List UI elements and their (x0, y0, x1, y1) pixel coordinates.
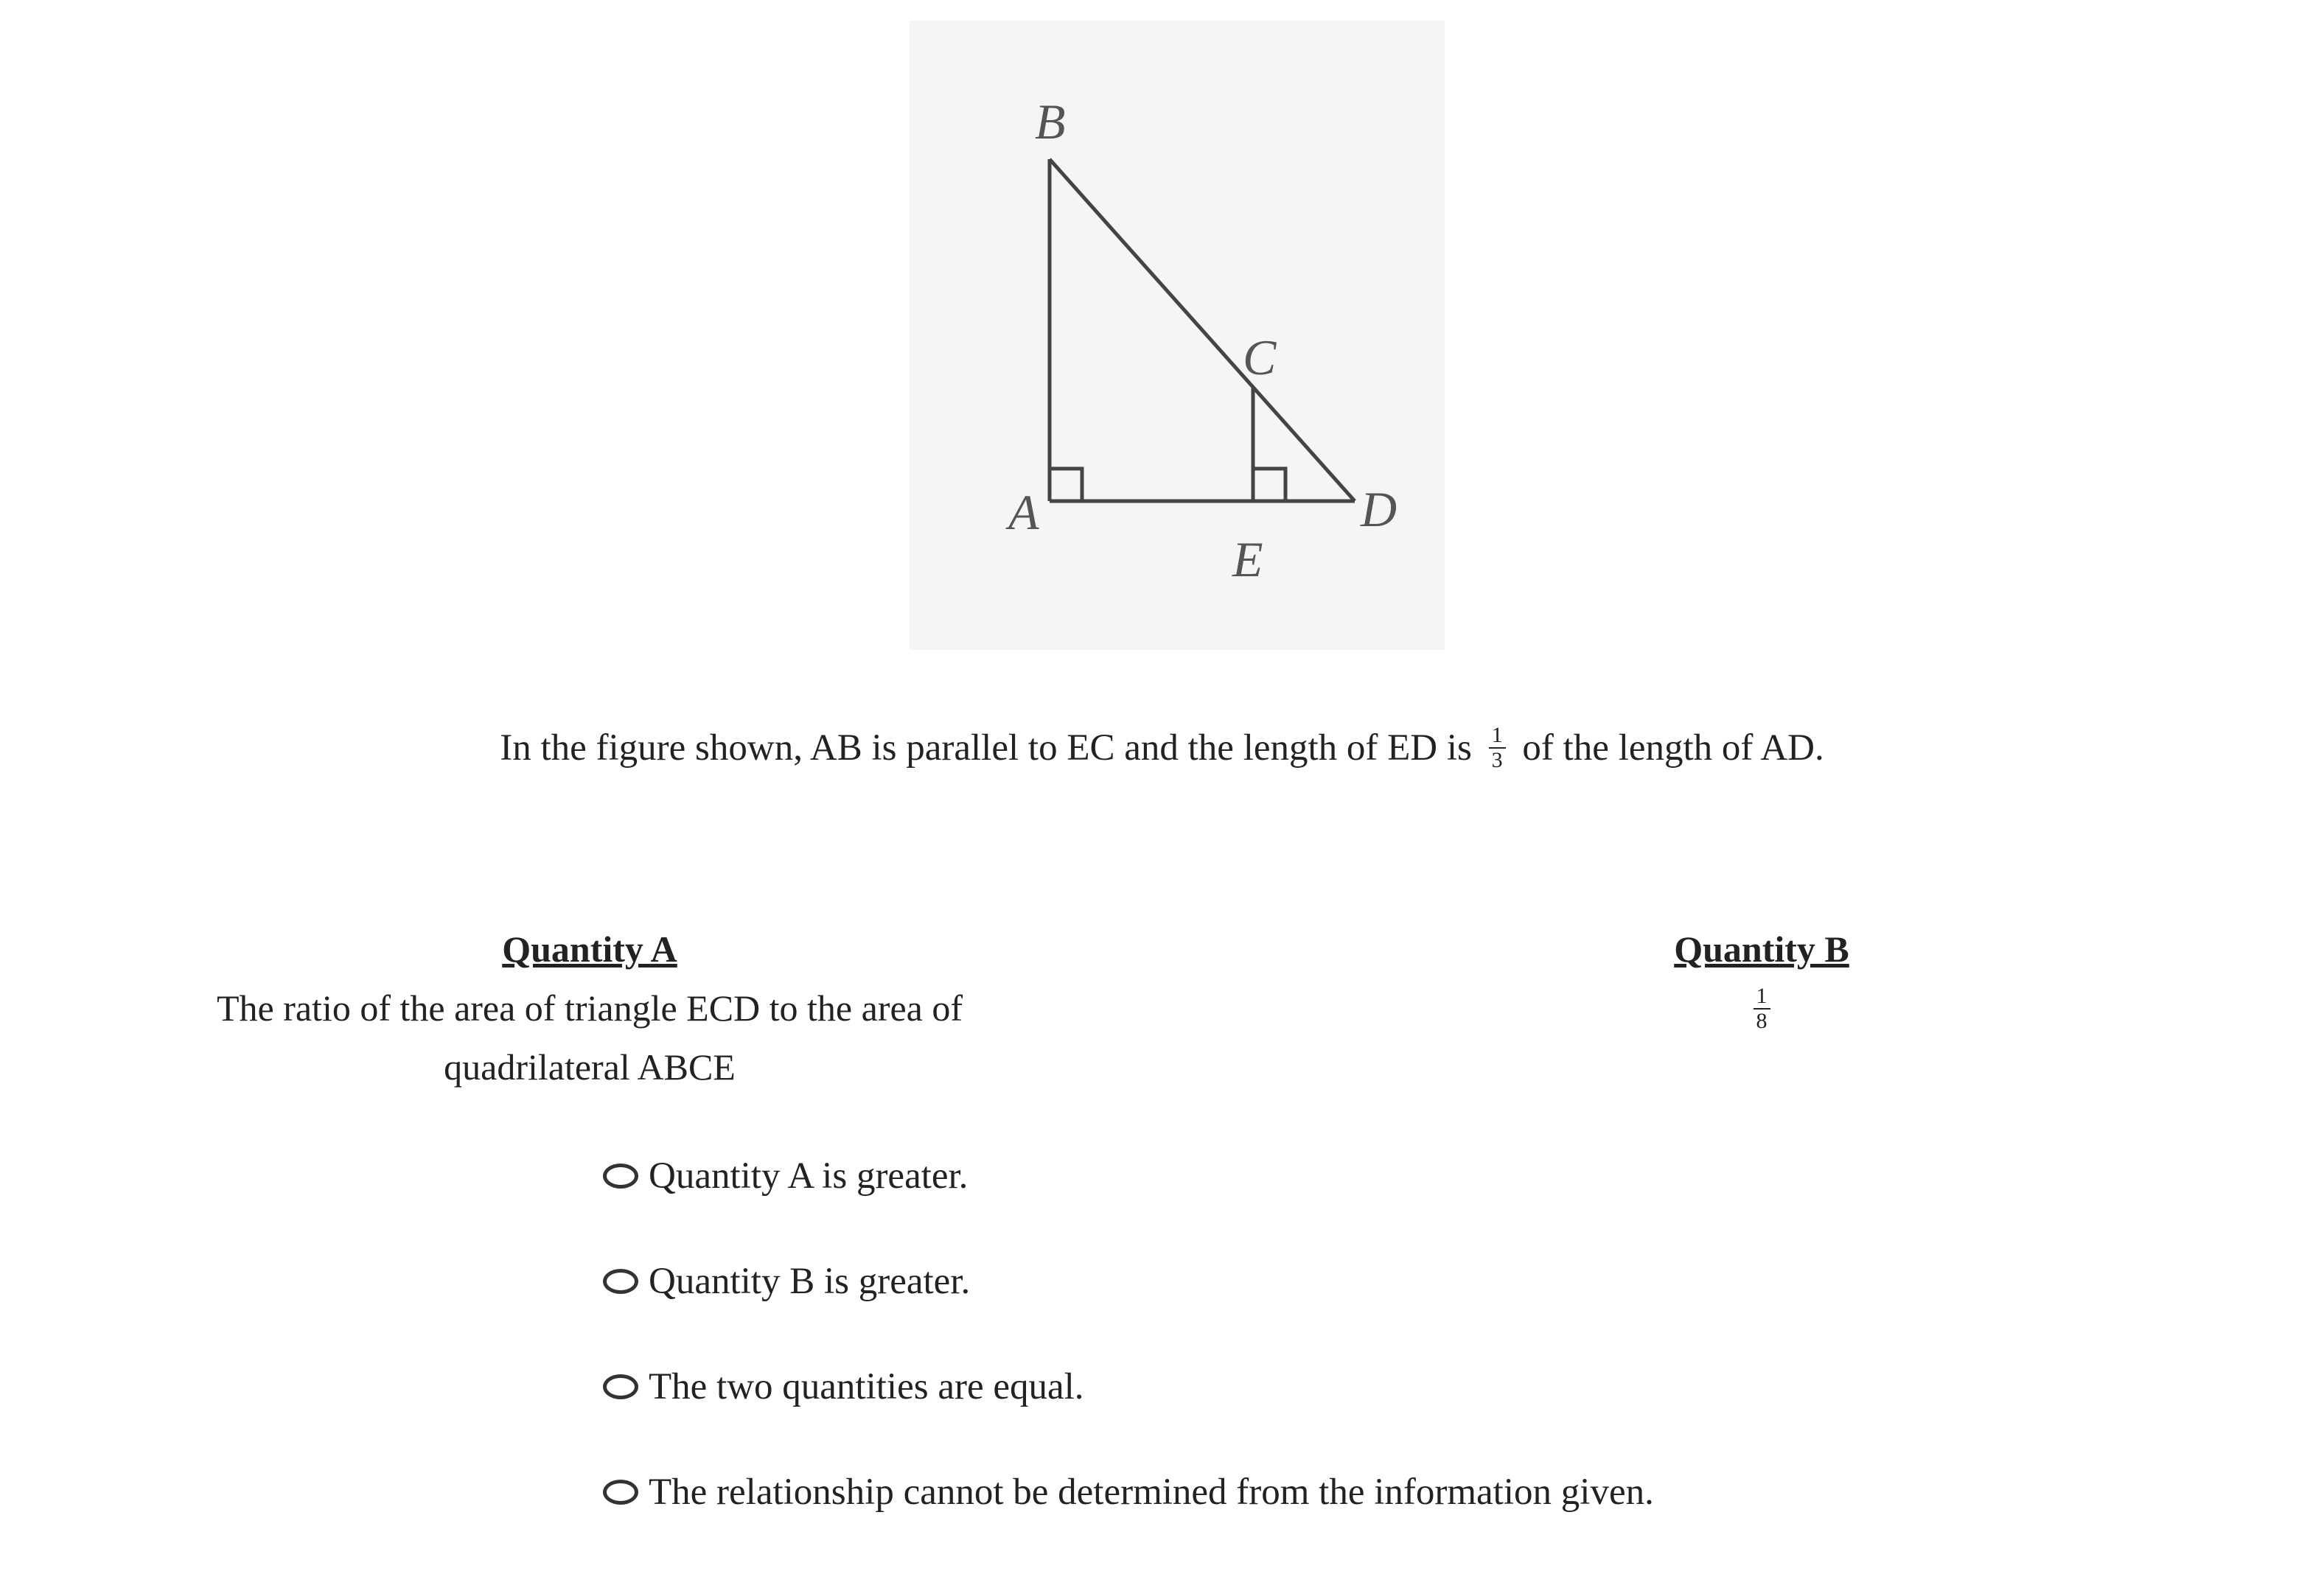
radio-button-icon[interactable] (603, 1164, 638, 1189)
stem-fraction-denominator: 3 (1491, 748, 1503, 773)
geometry-figure (910, 21, 1445, 650)
quantity-b-fraction (1754, 984, 1770, 1033)
quantity-b-numerator: 1 (1754, 984, 1770, 1010)
quantity-a-column (181, 920, 999, 1096)
answer-option-a-greater[interactable] (603, 1150, 1654, 1203)
stem-fraction-numerator: 1 (1489, 724, 1506, 749)
vertex-label-d: D (1361, 481, 1397, 537)
right-angle-marker-e (1253, 469, 1285, 501)
radio-button-icon[interactable] (603, 1480, 638, 1505)
stem-text-after: of the length of AD. (1522, 727, 1824, 769)
quantity-a-text-line1: The ratio of the area of triangle ECD to the area of (216, 987, 963, 1029)
answer-option-label: Quantity B is greater. (649, 1261, 971, 1302)
vertex-label-c: C (1243, 329, 1277, 385)
segment-bd (1050, 159, 1355, 501)
quantity-b-column (1629, 920, 1894, 1038)
answer-option-label: The two quantities are equal. (649, 1366, 1084, 1407)
answer-option-label: The relationship cannot be determined from the information given. (649, 1472, 1654, 1513)
question-stem (0, 722, 2324, 775)
vertex-label-e: E (1232, 531, 1263, 587)
radio-button-icon[interactable] (603, 1374, 638, 1399)
answer-option-cannot-determine[interactable] (603, 1466, 1654, 1519)
answer-option-equal[interactable] (603, 1360, 1654, 1413)
triangle-diagram (910, 21, 1445, 650)
answer-option-b-greater[interactable] (603, 1255, 1654, 1308)
radio-button-icon[interactable] (603, 1269, 638, 1294)
right-angle-marker-a (1050, 469, 1082, 501)
stem-fraction (1489, 724, 1506, 772)
quantity-b-denominator: 8 (1756, 1008, 1768, 1033)
quantity-a-text-line2: quadrilateral ABCE (444, 1046, 736, 1088)
answer-option-label: Quantity A is greater. (649, 1155, 969, 1197)
vertex-label-a: A (1008, 484, 1039, 540)
vertex-label-b: B (1035, 94, 1066, 150)
quantity-b-header: Quantity B (1674, 928, 1849, 970)
quantity-a-header: Quantity A (502, 928, 677, 970)
answer-options (603, 1150, 1654, 1571)
stem-text-before: In the figure shown, AB is parallel to EC and the length of ED is (500, 727, 1472, 769)
